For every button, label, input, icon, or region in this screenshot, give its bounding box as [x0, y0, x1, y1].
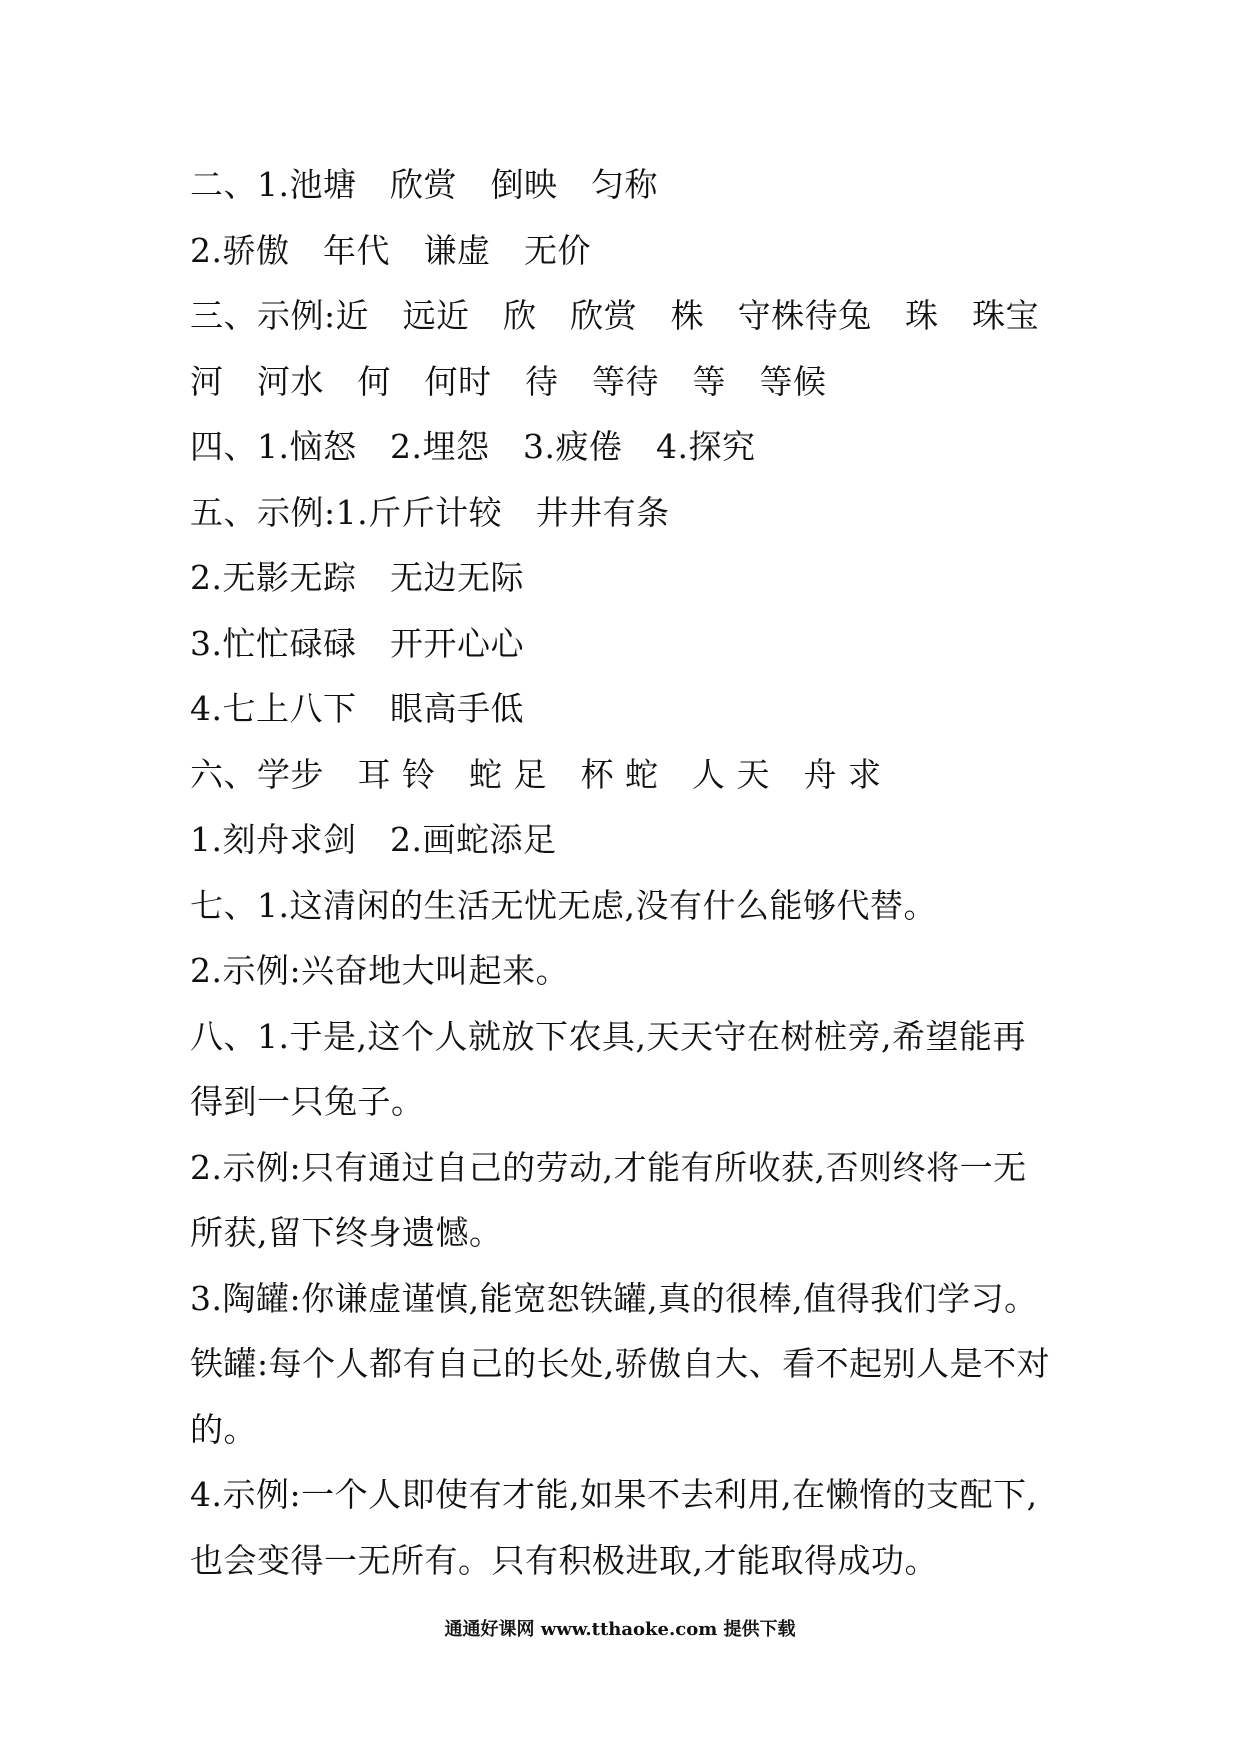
answer-line: 4.七上八下 眼高手低: [190, 689, 524, 728]
answer-line: 四、1.恼怒 2.埋怨 3.疲倦 4.探究: [190, 427, 756, 466]
answer-line: 铁罐:每个人都有自己的长处,骄傲自大、看不起别人是不对: [190, 1344, 1051, 1383]
answer-line: 八、1.于是,这个人就放下农具,天天守在树桩旁,希望能再: [190, 1016, 1026, 1056]
answer-line: 4.示例:一个人即使有才能,如果不去利用,在懒惰的支配下,: [190, 1475, 1038, 1514]
answer-line: 五、示例:1.斤斤计较 井井有条: [190, 492, 670, 532]
answer-line: 2.示例:只有通过自己的劳动,才能有所收获,否则终将一无: [190, 1147, 1027, 1187]
answer-line: 得到一只兔子。: [190, 1082, 425, 1121]
answer-line: 的。: [190, 1409, 257, 1449]
answer-lines: [190, 152, 1090, 1593]
answer-line: 1.刻舟求剑 2.画蛇添足: [190, 820, 557, 859]
answer-line: 所获,留下终身遗憾。: [190, 1213, 503, 1252]
answer-line: 七、1.这清闲的生活无忧无虑,没有什么能够代替。: [190, 885, 937, 925]
answer-line: 2.骄傲 年代 谦虚 无价: [190, 230, 591, 270]
answer-line: 六、学步 耳 铃 蛇 足 杯 蛇 人 天 舟 求: [190, 754, 882, 794]
answer-line: 二、1.池塘 欣赏 倒映 匀称: [190, 165, 658, 204]
footer-source-note: 通通好课网 www.tthaoke.com 提供下载: [444, 1619, 796, 1640]
answer-line: 也会变得一无所有。只有积极进取,才能取得成功。: [190, 1540, 938, 1580]
answer-line: 河 河水 何 何时 待 等待 等 等候: [190, 361, 827, 401]
answer-line: 3.忙忙碌碌 开开心心: [190, 623, 524, 663]
answer-line: 2.无影无踪 无边无际: [190, 558, 524, 597]
answer-line: 3.陶罐:你谦虚谨慎,能宽恕铁罐,真的很棒,值得我们学习。: [190, 1278, 1038, 1318]
answer-line: 三、示例:近 远近 欣 欣赏 株 守株待兔 珠 珠宝: [190, 296, 1040, 335]
answer-line: 2.示例:兴奋地大叫起来。: [190, 951, 570, 990]
